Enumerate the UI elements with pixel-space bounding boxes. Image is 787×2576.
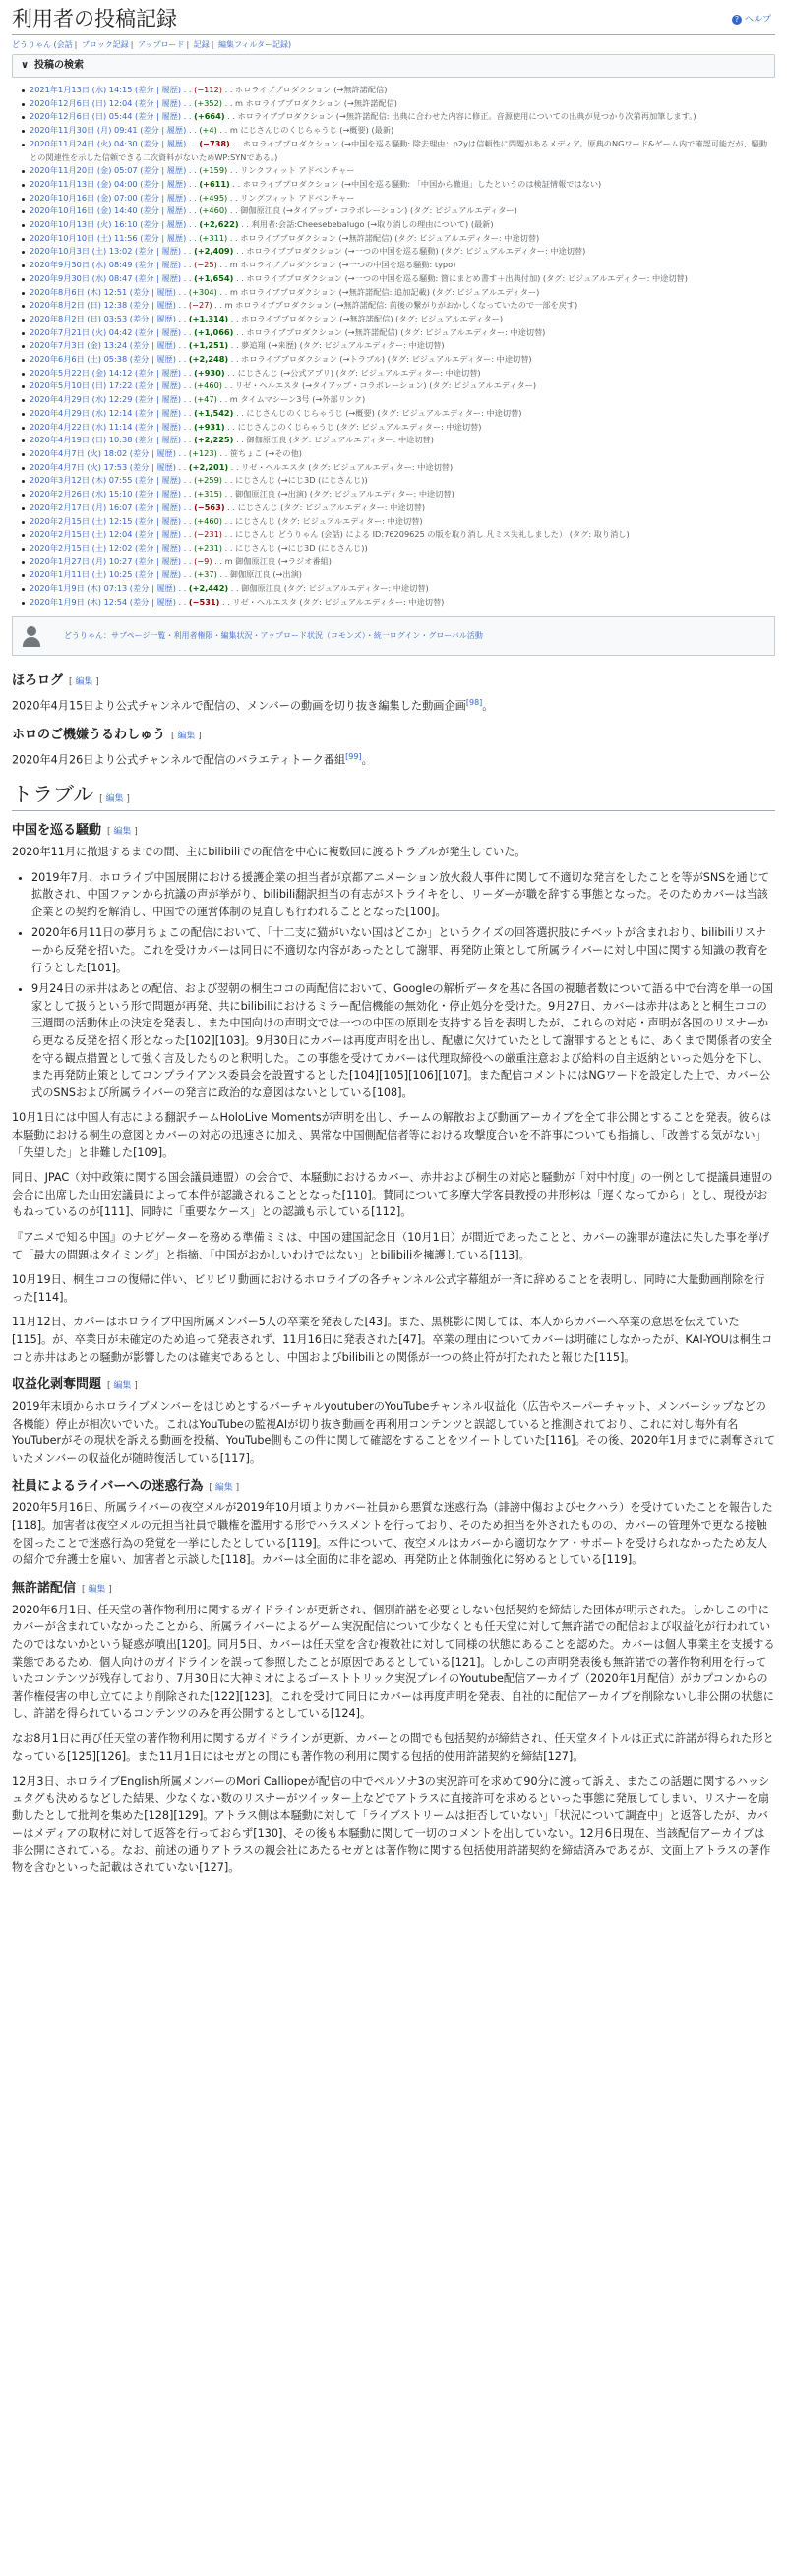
toplink-block-log[interactable]: ブロック記録 [81, 40, 129, 49]
contribution-item[interactable]: 2020年11月20日 (金) 05:07 (差分 | 履歴) . . (+159) . . リンクフィット アドベンチャー [30, 164, 775, 178]
contribution-item[interactable]: 2020年1月11日 (土) 10:25 (差分 | 履歴) . . (+37) . . 御伽原江良 (→出演) [30, 568, 775, 582]
contribution-item[interactable]: 2020年12月6日 (日) 12:04 (差分 | 履歴) . . (+352) . . m ホロライブプロダクション (→無許諾配信) [30, 97, 775, 111]
contribution-item[interactable]: 2020年2月17日 (月) 16:07 (差分 | 履歴) . . (−563) . . にじさんじ (タグ: ビジュアルエディター: 中途切替) [30, 501, 775, 515]
list-item: • 9月24日の赤井はあとの配信、および翌朝の桐生ココの両配信において、Googleの解析データを基に各国の視聴者数について語る中で台湾を単一の国家として扱うという形で問題が再発、共にbilibiliにおけるミラー配信機能の無効化・停止処分を受けた。9月27日、カバーは赤井はあとと桐生ココの三週間の活動休止の決定を発表し、また中国向けの声明文では一つの中国の原則を支持する旨を表明したが、これらの対応・声明が各国のリスナーから更なる反発を招く形となった[102][103]。9月30日にカバーは再度声明を出し、配慮に欠けていたとして謝罪するとともに、あくまで関係者の安全を守る観点措置として強く言及したものと釈明した。この事態を受けてカバーは代理取締役への厳重注意および給料の自主返納といった処分を下し、また再発防止策としてコンプライアンス委員会を設置するとした[104][105][106][107]。また配信コメントにはNGワードを設定した上で、カバー公式のSNSおよび所属ライバーの発言に政治的な意図はないとしている[108]。 [31, 980, 775, 1101]
contribution-item[interactable]: 2020年2月15日 (土) 12:04 (差分 | 履歴) . . (−231) . . にじさんじ どうりゃん (会話) による ID:76209625 の版を取り消し 凡ミス失礼しました） (タグ: 取り消し) [30, 528, 775, 542]
help-link[interactable]: ? ヘルプ [732, 12, 771, 25]
contribution-item[interactable]: 2020年1月27日 (月) 10:27 (差分 | 履歴) . . (−9) . . m 御伽原江良 (→ラジオ番組) [30, 556, 775, 569]
china-paragraph: 『アニメで知る中国』のナビゲーターを務める準備ミミは、中国の建国記念日（10月1日）が間近であったことと、カバーの謝罪が違法に失した事を挙げて「最大の問題はタイミング」と指摘、「中国がおかしいわけではない」とbilibiliを擁護している[113]。 [12, 1230, 770, 1261]
contribution-item[interactable]: 2020年4月29日 (水) 12:29 (差分 | 履歴) . . (+47) . . m タイムマシーン3号 (→外部リンク) [30, 393, 775, 407]
contribution-item[interactable]: 2020年12月6日 (日) 05:44 (差分 | 履歴) . . (+664) . . ホロライブプロダクション (→無許諾配信: 出典に合わせた内容に修正。音源使用についての出典が見つかり次第再加筆します。) [30, 110, 775, 124]
user-toplinks: どうりゃん (会話 | ブロック記録 | アップロード | 記録 | 編集フィルター記録) [12, 40, 292, 49]
china-intro: 2020年11月に撤退するまでの間、主にbilibiliでの配信を中心に複数回に渡るトラブルが発生していた。 [12, 846, 526, 859]
contribution-item[interactable]: 2020年8月6日 (木) 12:51 (差分 | 履歴) . . (+304) . . m ホロライブプロダクション (→無許諾配信: 追加記載) (タグ: ビジュアルエディター) [30, 286, 775, 300]
china-list [12, 869, 775, 1102]
section-stalker: 社員によるライバーへの迷惑行為 [ 編集 ] [12, 1479, 240, 1494]
contribution-item[interactable]: 2020年10月3日 (土) 13:02 (差分 | 履歴) . . (+2,409) . . ホロライブプロダクション (→一つの中国を巡る騒動) (タグ: ビジュアルエディター: 中途切替) [30, 245, 775, 259]
contribution-item[interactable]: 2020年4月7日 (火) 17:53 (差分 | 履歴) . . (+2,201) . . リゼ・ヘルエスタ (タグ: ビジュアルエディター: 中途切替) [30, 461, 775, 475]
contribution-item[interactable]: 2020年8月2日 (日) 12:38 (差分 | 履歴) . . (−27) . . m ホロライブプロダクション (→無許諾配信: 前後の繋がりがおかしくなっていたので一部を戻す) [30, 299, 775, 313]
list-item: • 2020年6月11日の夢月ちょこの配信において、「十二支に猫がいない国はどこか」というクイズの回答選択肢にチベットが含まれおり、bilibiliリスナーから反発を招いた。これを受けカバーは同日に不適切な内容があったとして謝罪、再発防止策として所属ライバーに対し中国に関する知識の教育を行うとした[101]。 [31, 924, 775, 976]
edit-link[interactable]: [ 編集 ] [99, 794, 130, 805]
contribution-item[interactable]: 2020年10月13日 (火) 16:10 (差分 | 履歴) . . (+2,622) . . 利用者:会話:Cheesebebalugo (→取り消しの理由について) (最新) [30, 218, 775, 232]
unlicensed-paragraph: なお8月1日に再び任天堂の著作物利用に関するガイドラインが更新、カバーとの間でも包括契約が締結され、任天堂タイトルは正式に許諾が得られた形となっている[125][126]。また11月1日にはセガとの間にも著作物の利用に関する包括的使用許諾契約を締結[127]。 [12, 1732, 774, 1763]
section-china: 中国を巡る騒動 [ 編集 ] [12, 823, 138, 839]
page-header [12, 6, 775, 33]
toplink-talk[interactable]: (会話 [53, 40, 73, 49]
toplink-user[interactable]: どうりゃん [12, 40, 51, 49]
edit-link[interactable]: [ 編集 ] [171, 731, 202, 741]
search-contributions-toggle[interactable] [12, 54, 775, 78]
page-title: 利用者の投稿記録 [12, 7, 177, 30]
china-paragraph: 11月12日、カバーはホロライブ中国所属メンバー5人の卒業を発表した[43]。また、黒桃影に関しては、本人からカバーへ卒業の意思を伝えていた[115]。が、卒業日が未確定のため追って発表されず、11月16日に発表された[47]。卒業の理由についてカバーは明確にしなかったが、KAI-YOUは桐生ココと赤井はあとの騒動が影響したのは確実であるとし、中国およびbilibiliとの関係が一つの終止符が打たれたと報じた[115]。 [12, 1316, 773, 1364]
edit-link[interactable]: [ 編集 ] [107, 1381, 138, 1392]
footer-user[interactable]: どうりゃん [64, 631, 103, 641]
stalker-text: 2020年5月16日、所属ライバーの夜空メルが2019年10月頃よりカバー社員から悪質な迷惑行為（誹謗中傷およびセクハラ）を受けていたことを報告した[118]。加害者は夜空メルの元担当社員で職権を濫用する形でハラスメントを行っており、そのため担当を外されたものの、カバーの管理外で更なる接触を図ったことで迷惑行為の発覚を一挙にしたとしている[119]。本件について、夜空メルはカバーから適切なケア・サポートを受けられなかったため友人の紹介で弁護士を雇い、加害者と示談した[118]。カバーは全面的に非を認め、再発防止と体制強化に努めるとしている[119]。 [12, 1501, 773, 1567]
contribution-item[interactable]: 2020年2月26日 (水) 15:10 (差分 | 履歴) . . (+315) . . 御伽原江良 (→出演) (タグ: ビジュアルエディター: 中途切替) [30, 488, 775, 501]
contribution-item[interactable]: 2020年5月10日 (日) 17:22 (差分 | 履歴) . . (+460) . . リゼ・ヘルエスタ (→タイアップ・コラボレーション) (タグ: ビジュアルエディター) [30, 380, 775, 393]
contribution-item[interactable]: 2020年4月7日 (火) 18:02 (差分 | 履歴) . . (+123) . . 笹ちょこ (→その他) [30, 447, 775, 461]
edit-link[interactable]: [ 編集 ] [69, 677, 99, 688]
horolog-text: 2020年4月15日より公式チャンネルで配信の、メンバーの動画を切り抜き編集した動画企画[98]。 [12, 698, 494, 714]
contribution-item[interactable]: 2020年4月29日 (水) 12:14 (差分 | 履歴) . . (+1,542) . . にじさんじのくじらゃうじ (→概要) (タグ: ビジュアルエディター: 中途切替) [30, 407, 775, 421]
contribution-item[interactable]: 2020年8月2日 (日) 03:53 (差分 | 履歴) . . (+1,314) . . ホロライブプロダクション (→無許諾配信) (タグ: ビジュアルエディター) [30, 313, 775, 326]
contribution-item[interactable]: 2020年6月6日 (土) 05:38 (差分 | 履歴) . . (+2,248) . . ホロライブプロダクション (→トラブル) (タグ: ビジュアルエディター: 中途切替) [30, 353, 775, 367]
china-paragraph: 同日、JPAC（対中政策に関する国会議員連盟）の会合で、本騒動におけるカバー、赤井および桐生の対応と騒動が「対中忖度」の一例として提議員連盟の会合に出席した山田宏議員によって本件が認識されることとなった[110]。賛同について多摩大学客員教授の井形彬は「遅くなってから」とし、現役がおもねっているのが[111]、同時に「重要なケース」との認識も示している[112]。 [12, 1171, 773, 1219]
chevron-down-icon: ∨ [21, 60, 30, 71]
monetize-text: 2019年末頃からホロライブメンバーをはじめとするバーチャルyoutuberのYouTubeチャンネル収益化（広告やスーパーチャット、メンバーシップなどの各機能）停止が相次いでいた。これはYouTubeの監視AIが切り抜き動画を再利用コンテンツと誤認していると推測されており、これに対し海外有名YouTuberがその現状を訴える動画を投稿、YouTube側もこの件に関して確認をすることをツイートしていた[116]。その後、2020年1月までに剥奪されていたメンバーの収益化が随時復活している[117]。 [12, 1400, 776, 1465]
section-horolog: ほろログ [ 編集 ] [12, 673, 99, 689]
contribution-item[interactable]: 2020年10月16日 (金) 07:00 (差分 | 履歴) . . (+495) . . リングフィット アドベンチャー [30, 192, 775, 205]
contribution-item[interactable]: 2020年10月10日 (土) 11:56 (差分 | 履歴) . . (+311) . . ホロライブプロダクション (→無許諾配信) (タグ: ビジュアルエディター: 中途切替) [30, 232, 775, 246]
toplink-uploads[interactable]: アップロード [138, 40, 185, 49]
contribution-item[interactable]: 2020年2月15日 (土) 12:02 (差分 | 履歴) . . (+231) . . にじさんじ (→にじ3D (にじさんじ)) [30, 542, 775, 556]
toplink-logs[interactable]: 記録 [193, 40, 210, 49]
china-paragraph: 10月1日には中国人有志による翻訳チームHoloLive Momentsが声明を出し、チームの解散および動画アーカイブを全て非公開とすることを発表。彼らは本騒動における桐生の意図とカバーの対応の迅速さに加え、異常な中国側配信者等における攻撃度合いを不許事についても指摘し、「改善する気がない」「失望した」と非難した[109]。 [12, 1111, 772, 1159]
unlicensed-paragraph: 12月3日、ホロライブEnglish所属メンバーのMori Calliopeが配信の中でペルソナ3の実況許可を求めて90分に渡って訴え、またこの話題に関するハッシュタグも決めるなどした結果、少なくない数のリスナーがツイッター上などでアトラスに直接許可を求めるといった事態に発展してしまい、リスナーを扇動したとして批判を集めた[128][129]。アトラス側は本騒動に対して「ライブストリームは拒否していない」「状況について調査中」と返答したが、カバーはメディアの取材に対して返答を行っておらず[130]、その後も本騒動に関して一切のコメントを出していない。12月6日現在、当該配信アーカイブは非公開にされている。なお、前述の通りアトラスの親会社にあたるセガとは著作物に関する包括使用許諾契約を締結済みであるが、文面上アトラスの著作物を含むといった記載はされていない[127]。 [12, 1775, 771, 1875]
edit-link[interactable]: [ 編集 ] [107, 827, 138, 838]
contribution-item[interactable]: 2020年2月15日 (土) 12:15 (差分 | 履歴) . . (+460) . . にじさんじ (タグ: ビジュアルエディター: 中途切替) [30, 515, 775, 529]
user-footer-links[interactable]: どうりゃん：サブページ一覧・利用者権限・編集状況・アップロード状況（コモンズ）・統一ログイン・グローバル活動 [64, 631, 483, 641]
china-paragraph: 10月19日、桐生ココの復帰に伴い、ビリビリ動画におけるホロライブの各チャンネル公式字幕組が一斉に辞めることを表明し、同時に大量動画削除を行った[114]。 [12, 1273, 765, 1304]
section-unlicensed: 無許諾配信 [ 編集 ] [12, 1580, 112, 1596]
search-toggle-label: 投稿の検索 [34, 60, 84, 71]
kigen-text: 2020年4月26日より公式チャンネルで配信のバラエティトーク番組[99]。 [12, 751, 373, 767]
contribution-item[interactable]: 2020年11月24日 (火) 04:30 (差分 | 履歴) . . (−738) . . ホロライブプロダクション (→中国を巡る騒動: 除去理由：p2yは信頼性に問題があるメディア。原典のNGワード&ゲーム内で確認可能だが、騒動との関連性を示した信頼できる二次資料がないためWP:SYNである。) [30, 138, 775, 164]
section-trouble: トラブル [ 編集 ] [12, 779, 775, 811]
contribution-item[interactable]: 2020年4月19日 (日) 10:38 (差分 | 履歴) . . (+2,225) . . 御伽原江良 (タグ: ビジュアルエディター: 中途切替) [30, 434, 775, 447]
contribution-item[interactable]: 2020年11月13日 (金) 04:00 (差分 | 履歴) . . (+611) . . ホロライブプロダクション (→中国を巡る騒動: 「中国から撤退」したというのは検証情報ではない) [30, 178, 775, 192]
contribution-item[interactable]: 2020年5月22日 (金) 14:12 (差分 | 履歴) . . (+930) . . にじさんじ (→公式アプリ) (タグ: ビジュアルエディター: 中途切替) [30, 367, 775, 381]
contribution-item[interactable]: 2020年7月21日 (火) 04:42 (差分 | 履歴) . . (+1,066) . . ホロライブプロダクション (→無許諾配信) (タグ: ビジュアルエディター: 中途切替) [30, 326, 775, 340]
contribution-item[interactable]: 2021年1月13日 (水) 14:15 (差分 | 履歴) . . (−112) . . ホロライブプロダクション (→無許諾配信) [30, 84, 775, 97]
user-footer-box [12, 616, 775, 656]
unlicensed-paragraph: 2020年6月1日、任天堂の著作物利用に関するガイドラインが更新され、個別許諾を必要としない包括契約を締結した団体が明示された。しかしこの中にカバーが含まれていなかったことから、所属ライバーによるゲーム実況配信について少なくとも任天堂に対して無許諾での配信および収益化が行われていたのではないかという疑惑が噴出[120]。同月5日、カバーは任天堂を含む複数社に対して同様の状態にあることを認めた。カバーは個人事業主を支援する業態であるため、個人向けのガイドラインを誤って参照したことが原因であるとしている[121]。しかしこの声明発表後も無許諾での著作物利用を行っていたコンテンツが残存しており、7月30日に大神ミオによるゴーストトリック実況プレイのYoutube配信アーカイブ（2020年1月配信）がカプコンからの著作権侵害の申し立てにより削除された[122][123]。これを受けて同日にカバーは再度声明を発表、自社的に配信アーカイブを削除ないし非公開の状態にし、許諾を得られているコンテンツのみを再公開するとしている[124]。 [12, 1603, 775, 1721]
contribution-item[interactable]: 2020年10月16日 (金) 14:40 (差分 | 履歴) . . (+460) . . 御伽原江良 (→タイアップ・コラボレーション) (タグ: ビジュアルエディター) [30, 205, 775, 218]
section-kigen: ホロのご機嫌うるわしゅう [ 編集 ] [12, 727, 202, 742]
contribution-item[interactable]: 2020年1月9日 (木) 07:13 (差分 | 履歴) . . (+2,442) . . 御伽原江良 (タグ: ビジュアルエディター: 中途切替) [30, 582, 775, 596]
list-item: • 2019年7月、ホロライブ中国展開における援護企業の担当者が京都アニメーション放火殺人事件に関して不適切な発言をしたことを等がSNSを通じて拡散され、中国ファンから抗議の声が挙がり、bilibili翻訳担当の有志がストライキをし、リーダーが職を辞する事態となった。そのためカバーは当該企業との契約を解消し、中国での運営体制の見直しも行われることとなった[100]。 [31, 869, 775, 921]
contribution-item[interactable]: 2020年9月30日 (水) 08:47 (差分 | 履歴) . . (+1,654) . . ホロライブプロダクション (→一つの中国を巡る騒動: 箇にまとめ書す＋出典付加) (タグ: ビジュアルエディター: 中途切替) [30, 272, 775, 286]
edit-link[interactable]: [ 編集 ] [82, 1584, 112, 1595]
toplink-filter-log[interactable]: 編集フィルター記録) [217, 40, 292, 49]
section-monetize: 収益化剥奪問題 [ 編集 ] [12, 1377, 138, 1393]
footer-links[interactable]: サブページ一覧・利用者権限・編集状況・アップロード状況（コモンズ）・統一ログイン・グローバル活動 [111, 631, 483, 641]
contribution-item[interactable]: 2020年9月30日 (水) 08:49 (差分 | 履歴) . . (−25) . . m ホロライブプロダクション (→一つの中国を巡る騒動: typo) [30, 259, 775, 272]
contribution-item[interactable]: 2020年1月9日 (木) 12:54 (差分 | 履歴) . . (−531) . . リゼ・ヘルエスタ (タグ: ビジュアルエディター: 中途切替) [30, 596, 775, 610]
edit-link[interactable]: [ 編集 ] [209, 1483, 240, 1493]
contribution-item[interactable]: 2020年3月12日 (木) 07:55 (差分 | 履歴) . . (+259) . . にじさんじ (→にじ3D (にじさんじ)) [30, 474, 775, 488]
header-divider [12, 34, 775, 35]
contributions-list [12, 84, 775, 609]
help-icon: ? [732, 15, 742, 25]
contribution-item[interactable]: 2020年4月22日 (水) 11:14 (差分 | 履歴) . . (+931) . . にじさんじのくじらゃうじ (タグ: ビジュアルエディター: 中途切替) [30, 421, 775, 435]
contribution-item[interactable]: 2020年11月30日 (月) 09:41 (差分 | 履歴) . . (+4) . . m にじさんじのくじらゃうじ (→概要) (最新) [30, 124, 775, 138]
contribution-item[interactable]: 2020年7月3日 (金) 13:24 (差分 | 履歴) . . (+1,251) . . 夢追翔 (→来歴) (タグ: ビジュアルエディター: 中途切替) [30, 339, 775, 353]
user-avatar-icon [21, 625, 42, 647]
